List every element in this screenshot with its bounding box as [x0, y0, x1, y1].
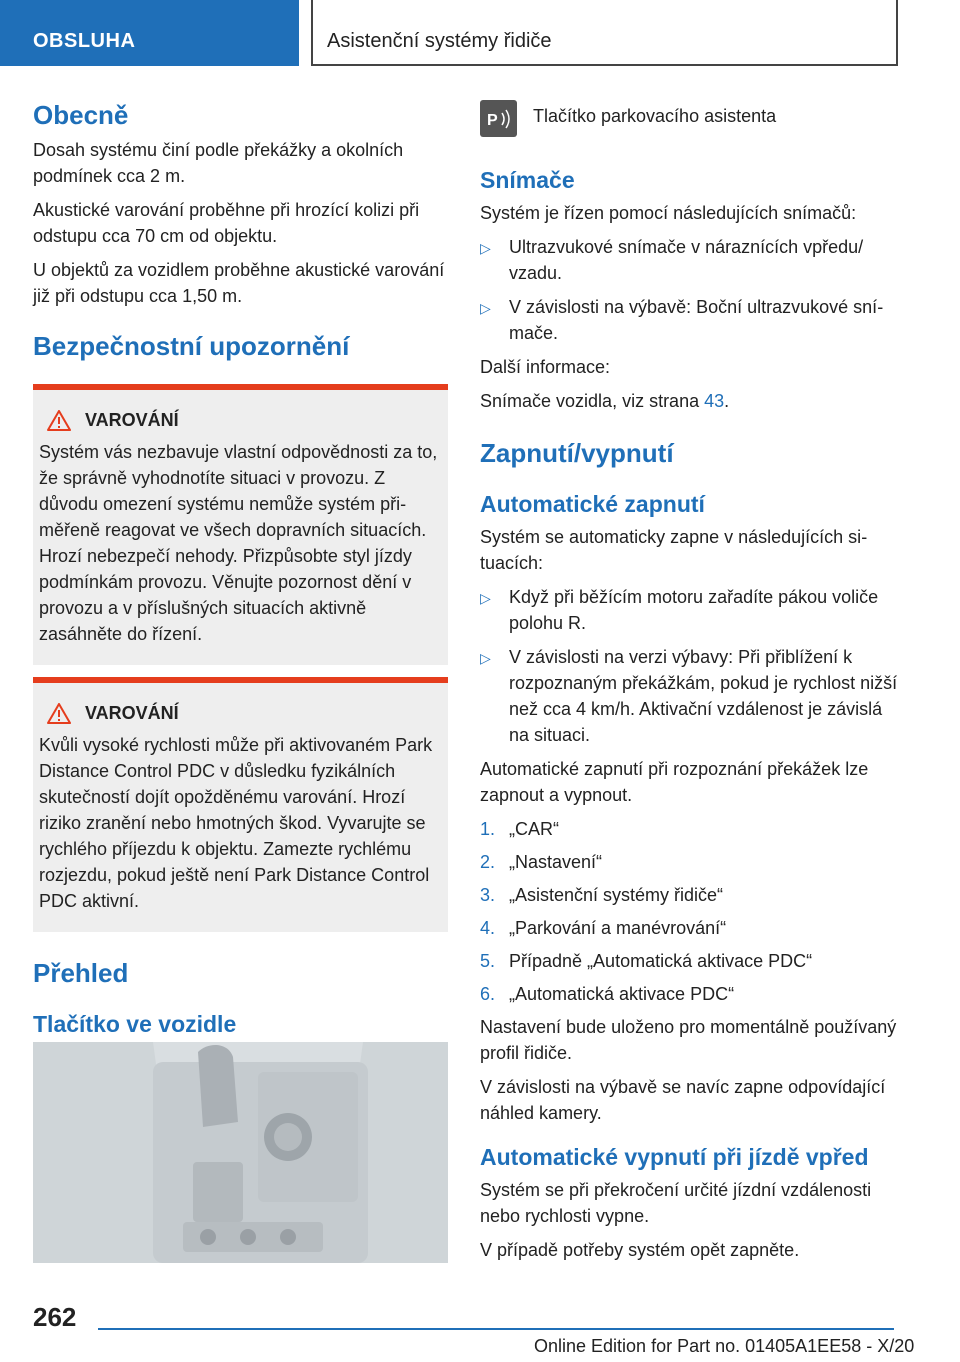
step-item — [480, 948, 898, 974]
bullet-triangle-icon: ▷ — [480, 650, 491, 666]
paragraph: Nastavení bude uloženo pro momentálně používaný profil řidiče. — [480, 1017, 897, 1063]
parking-assistant-button-row — [480, 100, 898, 137]
paragraph: V závislosti na výbavě se navíc zapne odpovídající náhled kamery. — [480, 1077, 886, 1123]
list-item-text: V závislosti na verzi výbavy: Při přiblížení k rozpoznaným překážkám, pokud je rychlost nižší než cca 4 km/h. Aktivační vzdálenost je závislá na situaci. — [509, 647, 898, 745]
chapter-title: Asistenční systémy řidiče — [327, 30, 552, 52]
step-text: „Parkování a manévrování“ — [509, 918, 727, 938]
page-number: 262 — [33, 1302, 77, 1332]
step-item — [480, 915, 898, 941]
step-item — [480, 882, 898, 908]
step-text: „Nastavení“ — [509, 852, 603, 872]
step-item — [480, 816, 898, 842]
heading-sensors: Snímače — [480, 167, 575, 193]
page-link[interactable]: 43 — [704, 391, 725, 411]
paragraph: Dosah systému činí podle překážky a okolních podmínek cca 2 m. — [33, 140, 404, 186]
button-caption: Tlačítko parkovacího asistenta — [533, 106, 777, 126]
cross-reference-end: . — [724, 391, 730, 411]
heading-auto-off: Automatické vypnutí při jízdě vpřed — [480, 1144, 869, 1170]
paragraph: V případě potřeby systém opět zapněte. — [480, 1240, 800, 1260]
warning-header — [39, 703, 442, 724]
list-item-text: Ultrazvukové snímače v náraznících vpředu/ vzadu. — [509, 237, 864, 283]
paragraph: Systém se automaticky zapne v následujících situacích: — [480, 527, 868, 573]
heading-overview: Přehled — [33, 958, 129, 988]
heading-safety: Bezpečnostní upozornění — [33, 331, 350, 361]
warning-label: VAROVÁNÍ — [85, 703, 179, 723]
parking-p-icon — [485, 107, 513, 131]
right-column — [480, 100, 898, 1271]
step-text: „CAR“ — [509, 819, 559, 839]
step-number: 4. — [480, 918, 496, 938]
paragraph: Automatické zapnutí při rozpoznání překážek lze zapnout a vypnout. — [480, 759, 869, 805]
heading-auto-on: Automatické zapnutí — [480, 491, 705, 517]
warning-box — [33, 384, 448, 665]
step-text: „Automatická aktivace PDC“ — [509, 984, 735, 1004]
step-text: „Asistenční systémy řidiče“ — [509, 885, 724, 905]
warning-label: VAROVÁNÍ — [85, 410, 179, 430]
warning-box — [33, 677, 448, 932]
subheading-button-in-vehicle: Tlačítko ve vozidle — [33, 1011, 237, 1037]
step-item — [480, 981, 898, 1007]
list-item — [480, 234, 898, 286]
step-text: Případně „Automatická aktivace PDC“ — [509, 951, 813, 971]
warning-triangle-icon — [47, 703, 71, 724]
list-item — [480, 584, 898, 636]
list-item-text: V závislosti na výbavě: Boční ultrazvukové snímače. — [509, 297, 884, 343]
section-title: OBSLUHA — [33, 30, 136, 52]
warning-header — [39, 410, 442, 431]
warning-triangle-icon — [47, 410, 71, 431]
heading-on-off: Zapnutí/vypnutí — [480, 438, 674, 468]
list-item — [480, 294, 898, 346]
step-number: 2. — [480, 852, 496, 872]
step-number: 3. — [480, 885, 496, 905]
footer-divider — [98, 1328, 894, 1330]
paragraph: Další informace: — [480, 357, 611, 377]
paragraph: Akustické varování proběhne při hrozící kolizi při odstupu cca 70 cm od objektu. — [33, 200, 420, 246]
section-tab — [0, 0, 299, 66]
center-console-photo — [33, 1042, 448, 1263]
bullet-triangle-icon: ▷ — [480, 300, 491, 316]
warning-text: Kvůli vysoké rychlosti může při aktivovaném Park Distance Control PDC v důsledku fyzikálních skutečností dojít opožděnému varování. Hrozí riziko zranění nebo hmotných škod. Vyvarujte se rychlého příjezdu k objektu. Zamezte rychlému rozjezdu, pokud ještě není Park Distance Control PDC aktivní. — [39, 735, 433, 911]
cross-reference — [480, 388, 898, 414]
parking-assistant-button-icon — [480, 100, 517, 137]
paragraph: Systém se při překročení určité jízdní vzdálenosti nebo rychlosti vypne. — [480, 1180, 872, 1226]
chapter-tab — [311, 0, 898, 66]
cross-reference-text: Snímače vozidla, viz strana — [480, 391, 705, 411]
step-number: 6. — [480, 984, 496, 1004]
step-number: 1. — [480, 819, 496, 839]
step-number: 5. — [480, 951, 496, 971]
svg-text:P: P — [486, 111, 498, 129]
list-item-text: Když při běžícím motoru zařadíte pákou voliče polohu R. — [509, 587, 879, 633]
paragraph: U objektů za vozidlem proběhne akustické varování již při odstupu cca 1,50 m. — [33, 260, 445, 306]
paragraph: Systém je řízen pomocí následujících snímačů: — [480, 203, 857, 223]
step-item — [480, 849, 898, 875]
warning-text: Systém vás nezbavuje vlastní odpovědnosti za to, že správně vyhodnotíte situaci v provozu. Z důvodu omezení systému nemůže systém přiměřeně reagovat ve všech dopravních situacích. Hrozí nebezpečí nehody. Přizpůsobte styl jízdy podmínkám provozu. Věnujte pozornost dění v provozu a v příslušných situacích aktivně zasáhněte do řízení. — [39, 442, 438, 644]
left-column — [33, 100, 448, 1044]
edition-note: Online Edition for Part no. 01405A1EE58 - X/20 — [534, 1336, 915, 1356]
bullet-triangle-icon: ▷ — [480, 240, 491, 256]
list-item — [480, 644, 898, 748]
heading-general: Obecně — [33, 100, 129, 130]
bullet-triangle-icon: ▷ — [480, 590, 491, 606]
